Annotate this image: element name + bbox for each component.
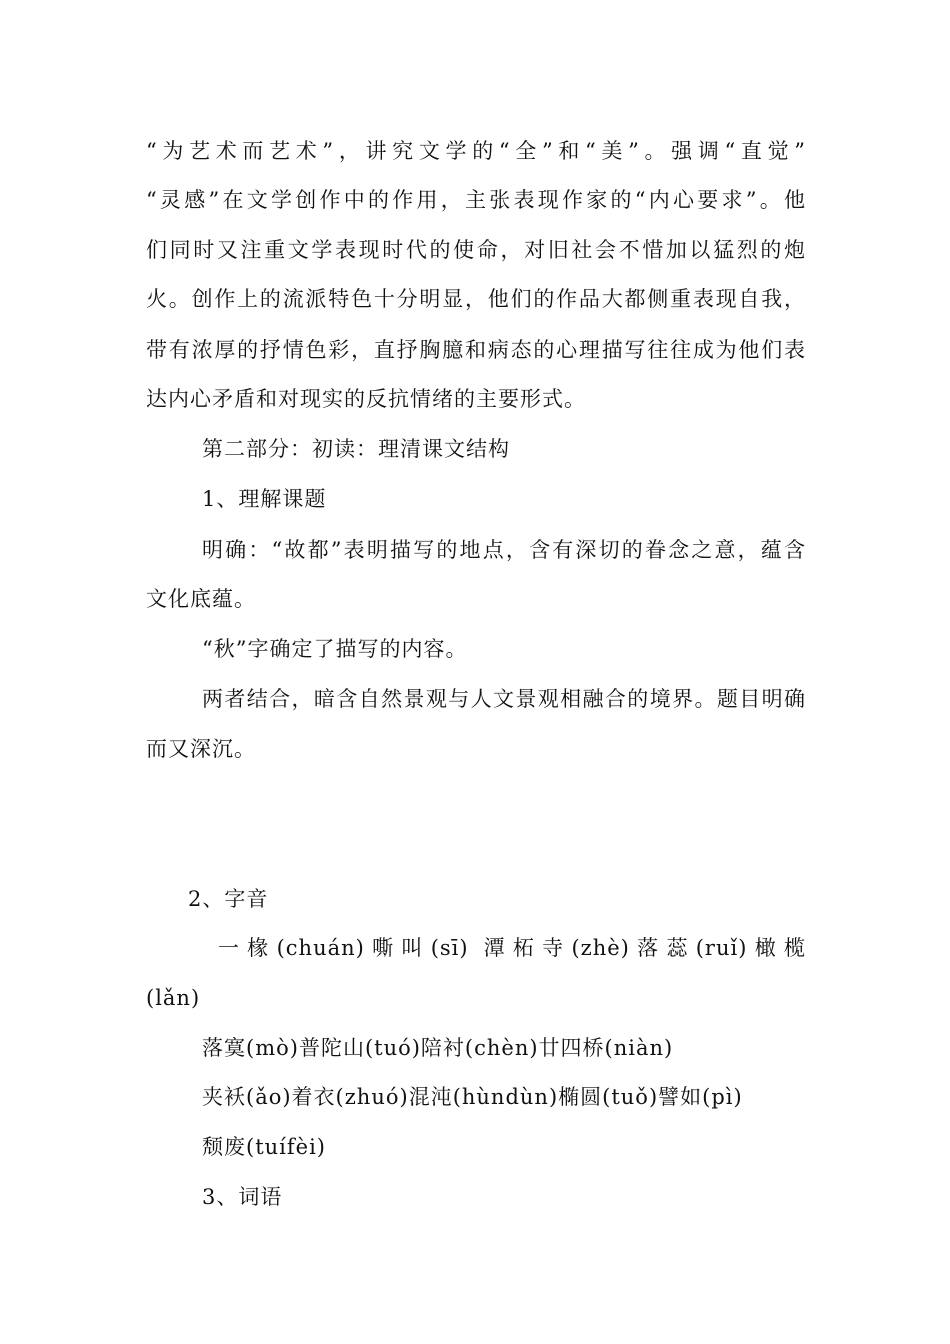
- item-1-heading: 1、理解课题: [202, 487, 327, 511]
- item-3-heading: 3、词语: [202, 1185, 283, 1209]
- pronunciation-line: 夹袄(ǎo)着衣(zhuó)混沌(hùndùn)椭圆(tuǒ)譬如(pì): [202, 1085, 743, 1109]
- pronunciation-line: 落寞(mò)普陀山(tuó)陪衬(chèn)廿四桥(niàn): [202, 1036, 674, 1060]
- pronunciation-line: 一椽(chuán)嘶叫(sī) 潭柘寺(zhè)落蕊(ruǐ)橄榄: [218, 936, 806, 960]
- item-1-autumn-note: “秋”字确定了描写的内容。: [202, 637, 468, 661]
- paragraph-line: 带有浓厚的抒情色彩，直抒胸臆和病态的心理描写往往成为他们表: [146, 338, 806, 362]
- pronunciation-line: 颓废(tuífèi): [202, 1135, 326, 1159]
- pronunciation-line: (lǎn): [146, 986, 201, 1010]
- paragraph-line: 而又深沉。: [146, 737, 256, 761]
- paragraph-line: 火。创作上的流派特色十分明显，他们的作品大都侧重表现自我，: [146, 287, 806, 311]
- paragraph-line: “为艺术而艺术”，讲究文学的“全”和“美”。强调“直觉”: [146, 139, 806, 163]
- paragraph-line: 文化底蕴。: [146, 587, 256, 611]
- paragraph-line: 达内心矛盾和对现实的反抗情绪的主要形式。: [146, 387, 586, 411]
- section-heading: 第二部分：初读：理清课文结构: [202, 437, 510, 461]
- paragraph-line: 们同时又注重文学表现时代的使命，对旧社会不惜加以猛烈的炮: [146, 238, 806, 262]
- item-2-heading: 2、字音: [188, 887, 269, 911]
- paragraph-line: “灵感”在文学创作中的作用，主张表现作家的“内心要求”。他: [146, 188, 806, 212]
- paragraph-line: 两者结合，暗含自然景观与人文景观相融合的境界。题目明确: [202, 687, 806, 711]
- paragraph-line: 明确：“故都”表明描写的地点，含有深切的眷念之意，蕴含: [202, 538, 806, 562]
